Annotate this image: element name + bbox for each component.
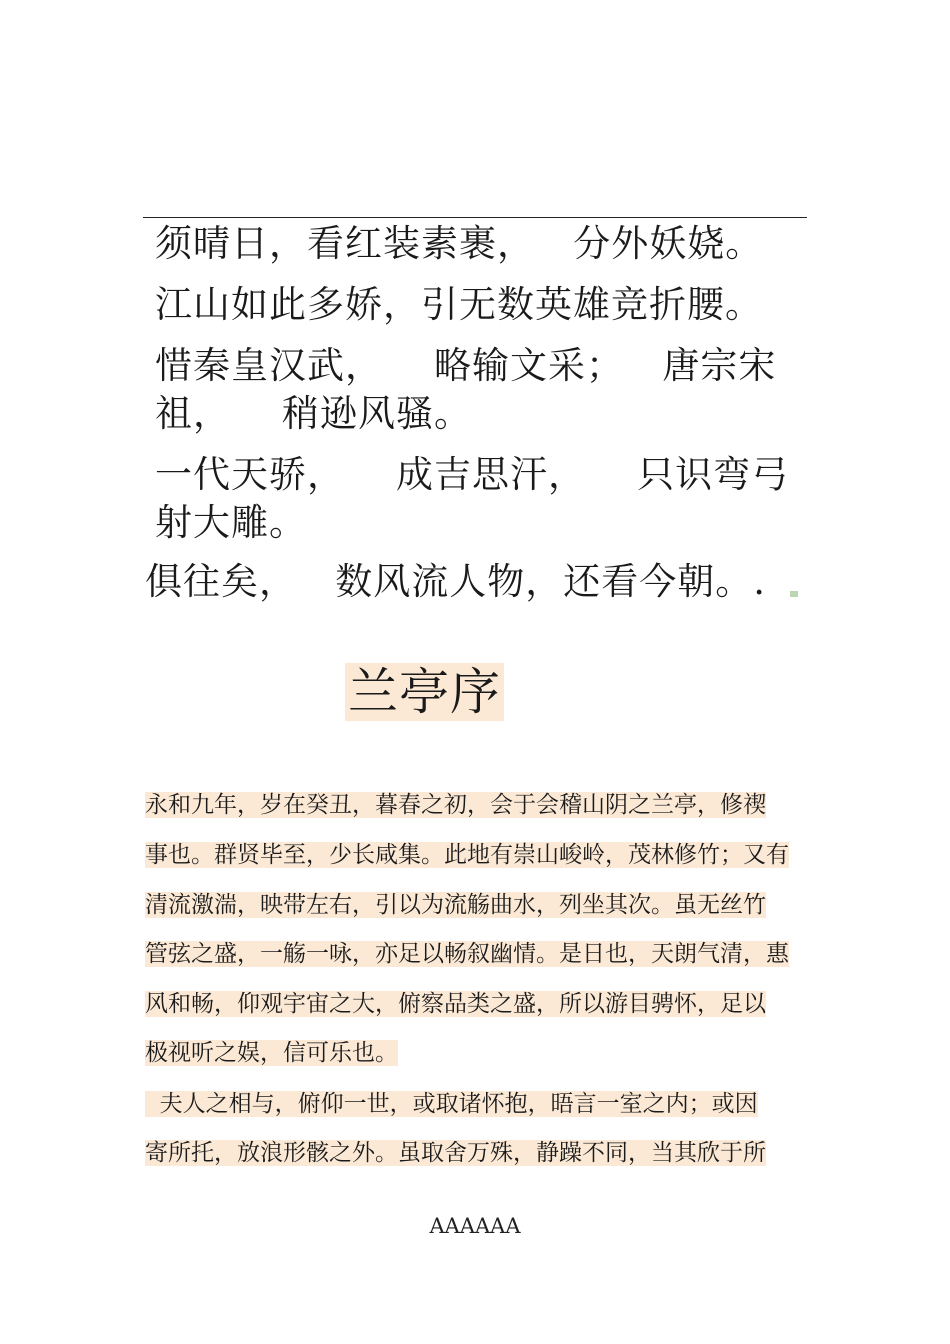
prose-line: 夫人之相与，俯仰一世，或取诸怀抱，晤言一室之内；或因	[145, 1091, 758, 1117]
prose-line: 事也。群贤毕至，少长咸集。此地有崇山峻岭，茂林修竹；又有	[145, 842, 789, 868]
poem-line: 江山如此多娇，引无数英雄竞折腰。	[155, 283, 763, 326]
prose-line: 清流激湍，映带左右，引以为流觞曲水，列坐其次。虽无丝竹	[145, 892, 766, 918]
poem-line: 一代天骄， 成吉思汗， 只识弯弓	[155, 453, 790, 496]
prose-line: 永和九年，岁在癸丑，暮春之初，会于会稽山阴之兰亭，修禊	[145, 792, 766, 818]
poem-line: 射大雕。	[155, 501, 307, 544]
prose-line: 寄所托，放浪形骸之外。虽取舍万殊，静躁不同，当其欣于所	[145, 1140, 766, 1166]
prose-line: 管弦之盛，一觞一咏，亦足以畅叙幽情。是日也，天朗气清，惠	[145, 941, 789, 967]
prose-line: 极视听之娱，信可乐也。	[145, 1040, 398, 1066]
horizontal-rule	[143, 217, 807, 218]
poem-line: 惜秦皇汉武， 略输文采； 唐宗宋	[155, 344, 777, 387]
poem-line: 须晴日，看红装素裹， 分外妖娆。	[155, 222, 764, 265]
poem-line: 俱往矣， 数风流人物，还看今朝。.	[145, 560, 767, 603]
anchor-mark	[790, 591, 798, 597]
page-footer: AAAAAA	[429, 1214, 521, 1238]
prose-line: 风和畅，仰观宇宙之大，俯察品类之盛，所以游目骋怀，足以	[145, 991, 766, 1017]
section-title: 兰亭序	[345, 663, 504, 721]
poem-line: 祖， 稍逊风骚。	[155, 392, 473, 435]
